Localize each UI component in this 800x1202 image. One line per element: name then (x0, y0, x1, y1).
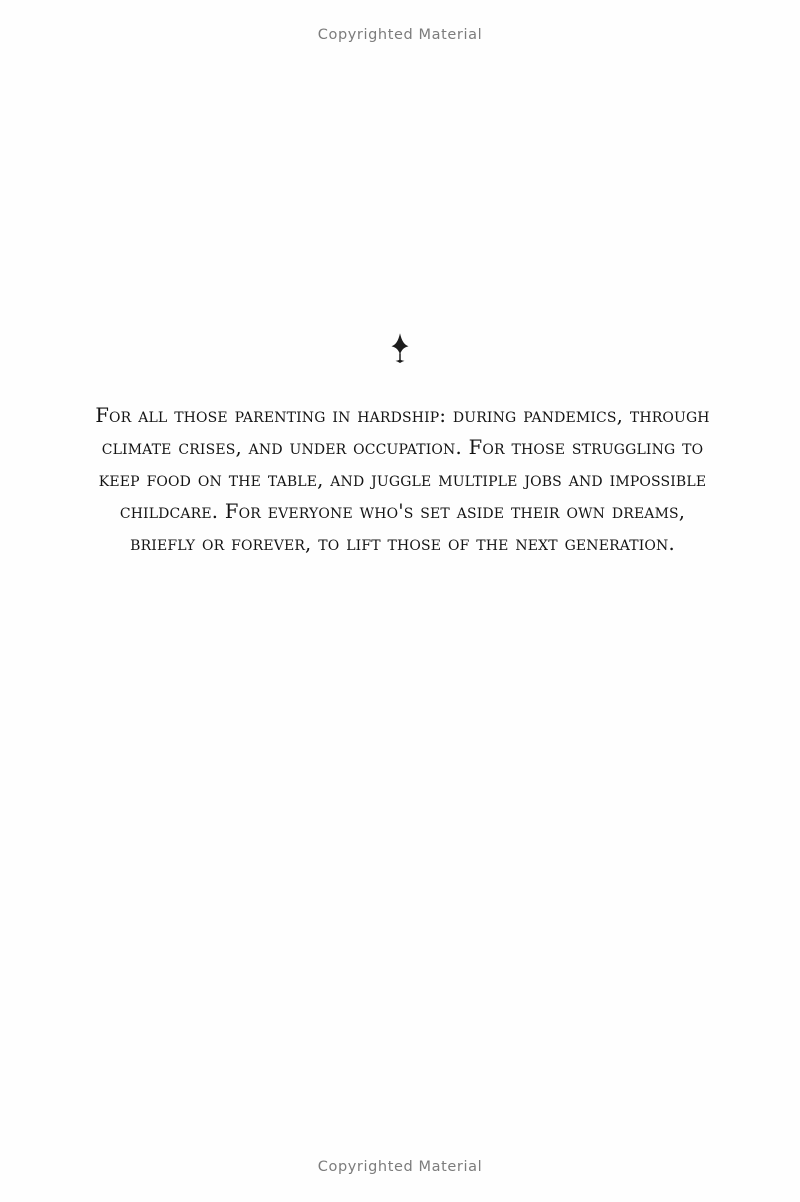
copyright-watermark-bottom: Copyrighted Material (317, 1159, 483, 1175)
fleuron-ornament-icon (383, 330, 417, 364)
dedication-text: For all those parenting in hardship: during pandemics, through climate crises, and under occupation. For those struggling to keep food on the table, and juggle multiple jobs and impossible childcare. For everyone who's set aside their own dreams, briefly or forever, to lift those of the next generation. (95, 404, 710, 555)
copyright-watermark-top: Copyrighted Material (317, 27, 483, 43)
ornament-container (0, 330, 800, 364)
